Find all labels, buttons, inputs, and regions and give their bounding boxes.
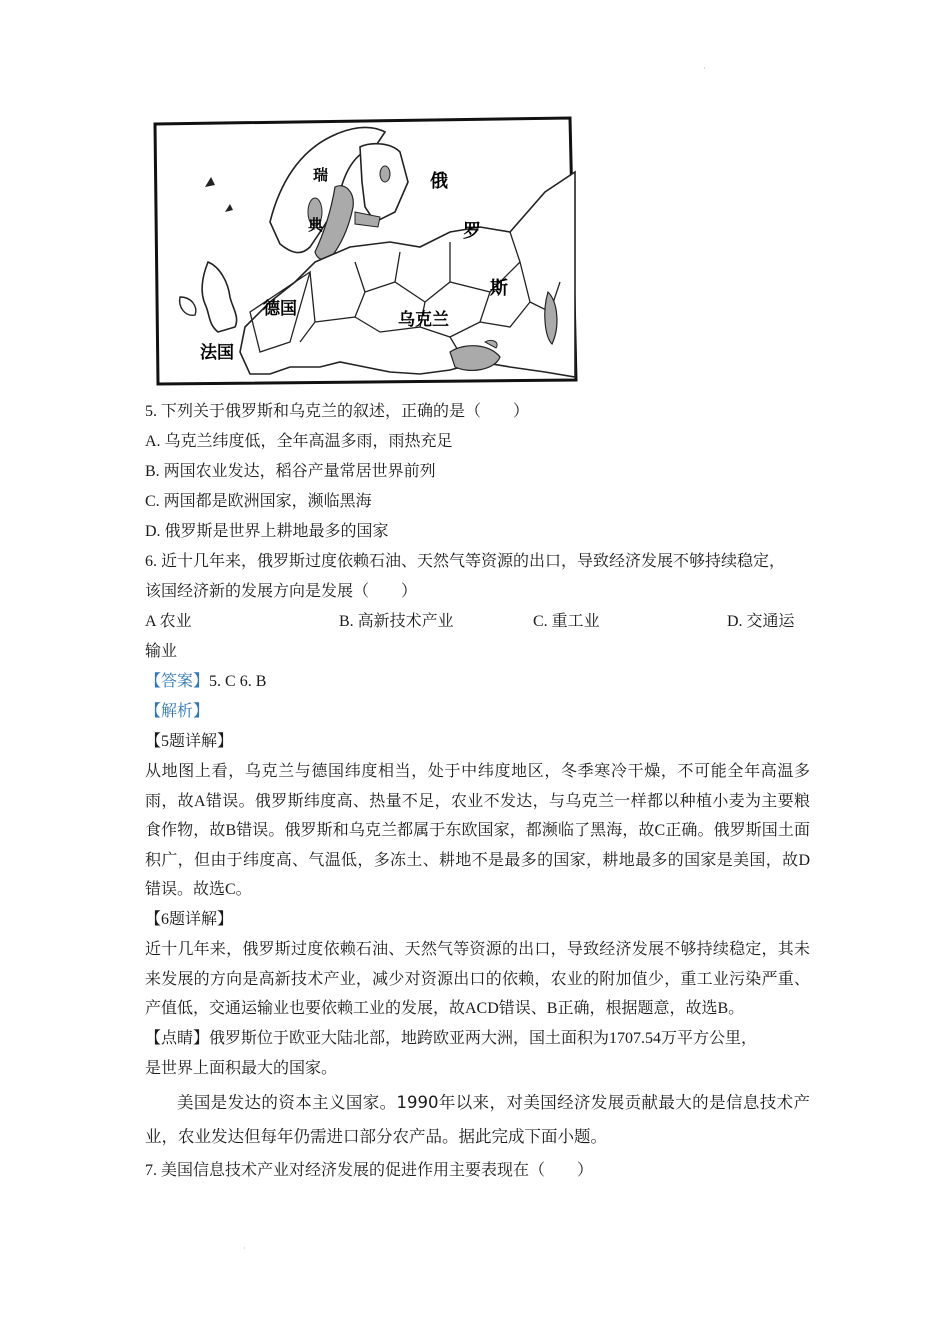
detail-6-body: 近十几年来，俄罗斯过度依赖石油、天然气等资源的出口，导致经济发展不够持续稳定，其未来发展的方向是高新技术产业，减少对资源出口的依赖，农业的附加值少，重工业污染严重、产值低，交通运输业也要依赖工业的发展，故ACD错误、B正确，根据题意，故选B。 (145, 940, 810, 1018)
detail-6-title: 【6题详解】 (145, 910, 234, 928)
question-6-option-c: C. 重工业 (533, 613, 600, 630)
question-5-option-b: B. 两国农业发达，稻谷产量常居世界前列 (145, 463, 436, 480)
map-label-ukraine: 乌克兰 (398, 310, 449, 330)
question-6-option-d: D. 交通运 (727, 613, 795, 630)
content (145, 397, 810, 1186)
scan-speck: · (243, 1244, 246, 1253)
detail-5-body: 从地图上看，乌克兰与德国纬度相当，处于中纬度地区，冬季寒冷干燥，不可能全年高温多雨，故A错误。俄罗斯纬度高、热量不足，农业不发达，与乌克兰一样都以种植小麦为主要粮食作物，故B错误。俄罗斯和乌克兰都属于东欧国家，都濒临了黑海，故C正确。俄罗斯国土面积广，但由于纬度高、气温低，多冻土、耕地不是最多的国家，耕地最多的国家是美国，故D错误。故选C。 (145, 763, 810, 899)
highlight-text-1: 俄罗斯位于欧亚大陆北部，地跨欧亚两大洲，国土面积为1707.54万平方公里， (209, 1029, 758, 1047)
answer-line (145, 667, 810, 697)
analysis-line (145, 697, 810, 727)
question-6-option-d-continued: 输业 (145, 643, 178, 660)
question-5-stem: 5. 下列关于俄罗斯和乌克兰的叙述，正确的是（ ） (145, 403, 530, 420)
question-6-options (145, 607, 810, 637)
map-label-germany: 德国 (263, 299, 297, 319)
highlight-line2: 是世界上面积最大的国家。 (145, 1059, 338, 1077)
highlight-tag: 【点睛】 (145, 1029, 210, 1047)
map-label-france: 法国 (200, 343, 234, 363)
europe-map (150, 112, 580, 387)
map-label-sweden-1: 瑞 (313, 166, 329, 184)
scan-speck: · (703, 64, 706, 73)
analysis-tag: 【解析】 (145, 703, 210, 720)
question-5-option-c: C. 两国都是欧洲国家，濒临黑海 (145, 493, 372, 510)
map-label-russia-2: 罗 (463, 221, 481, 242)
question-7-stem: 7. 美国信息技术产业对经济发展的促进作用主要表现在（ ） (145, 1161, 594, 1179)
answer-tag: 【答案】 (145, 673, 210, 690)
question-6-stem-line2: 该国经济新的发展方向是发展（ ） (145, 583, 418, 600)
material-intro: 美国是发达的资本主义国家。1990年以来，对美国经济发展贡献最大的是信息技术产业，农业发达但每年仍需进口部分农产品。据此完成下面小题。 (145, 1092, 810, 1146)
question-5-option-a: A. 乌克兰纬度低，全年高温多雨，雨热充足 (145, 433, 453, 450)
question-5-option-d: D. 俄罗斯是世界上耕地最多的国家 (145, 523, 389, 540)
question-6-option-a: A 农业 (145, 613, 192, 630)
question-6-stem-line1: 6. 近十几年来，俄罗斯过度依赖石油、天然气等资源的出口，导致经济发展不够持续稳定， (145, 553, 786, 570)
map-label-russia-1: 俄 (430, 171, 448, 192)
question-6-option-b: B. 高新技术产业 (339, 613, 454, 630)
answer-text: 5. C 6. B (209, 673, 267, 690)
map-label-sweden-2: 典 (308, 216, 324, 234)
map-label-russia-3: 斯 (490, 278, 508, 299)
highlight-line1 (145, 1024, 810, 1054)
detail-5-title: 【5题详解】 (145, 733, 234, 750)
